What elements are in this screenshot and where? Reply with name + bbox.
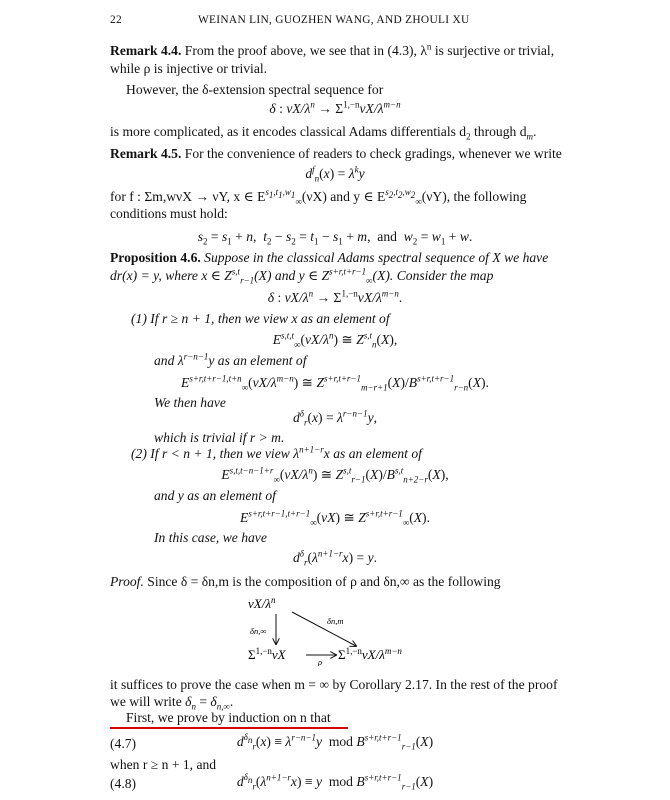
prop-4-6-line-1: Proposition 4.6. Suppose in the classical Adams spectral sequence of X we have <box>110 250 549 265</box>
prop-4-6-line-2: dr(x) = y, where x ∈ Z$^{s,t}_{r-1}$(X) and y ∈ $Z^{s+r,t+r-1}_\infty(X)$. Consider the map <box>110 266 494 286</box>
diagram-top-node: $\nu X/\lambda^n$ <box>248 595 276 611</box>
case-2-line-b: and y as an element of <box>154 488 276 503</box>
diagram-left-arrow-label: δn,∞ <box>250 626 267 636</box>
prop-4-6-map: δ : $\nu X/\lambda^n \to \Sigma^{1,-n}\nu X/\lambda^{m-n}$. <box>267 288 403 305</box>
prop-4-6-label: Proposition 4.6. <box>110 250 201 265</box>
proof-line-5: when r ≥ n + 1, and <box>110 757 217 772</box>
equation-4-7-label: (4.7) <box>110 736 137 751</box>
case-2-eq-3: $d^\delta_r(\lambda^{n+1-r}x) = y$. <box>292 548 378 568</box>
case-2-line: (2) If r < n + 1, then we view $\lambda^{n+1-r}x$ as an element of <box>131 444 422 461</box>
remark-4-4-line-4: is more complicated, as it encodes classical Adams differentials $d_2$ through $d_m$. <box>110 124 537 142</box>
diagram-bottom-arrow-label: ρ <box>318 657 323 666</box>
case-1-line-b: and $\lambda^{r-n-1}y$ as an element of <box>154 351 307 368</box>
case-2-line-c: In this case, we have <box>154 530 267 545</box>
equation-4-8-label: (4.8) <box>110 776 137 791</box>
red-underline-annotation <box>110 727 348 729</box>
remark-4-5-line-2: for f : Σm,wνX → νY, x ∈ $E^{s_1,t_1,w_1}_\infty(\nu X)$ and y ∈ $E^{s_2,t_2,w_2}_\infty(\nu Y)$, the following <box>110 187 527 207</box>
case-1-line: (1) If r ≥ n + 1, then we view x as an element of <box>131 311 390 326</box>
case-1-line-c: We then have <box>154 395 226 410</box>
remark-4-5-equation: $d^f_n(x) = \lambda^ky$ <box>305 164 365 184</box>
case-2-eq-1: $E^{s,t,t-n-1+r}_\infty(\nu X/\lambda^n)$ ≅ $Z^{s,t}_{r-1}(X)/B^{s,t}_{n+2-r}(X)$, <box>221 465 449 485</box>
remark-4-4-line-3: However, the δ-extension spectral sequence for <box>126 82 384 97</box>
proof-line-1: Proof. Since δ = δn,m is the composition of ρ and δn,∞ as the following <box>110 574 501 589</box>
equation-4-7: $d^{\delta_n}_r(x) \equiv \lambda^{r-n-1}y$ mod $B^{s+r,t+r-1}_{r-1}(X)$ <box>236 732 434 752</box>
diagram-diag-arrow <box>292 612 356 646</box>
remark-4-5-line-1: Remark 4.5. For the convenience of readers to check gradings, whenever we write <box>110 146 562 161</box>
remark-4-4-label: Remark 4.4. <box>110 43 182 58</box>
diagram-bottom-right-node: $\Sigma^{1,-n}\nu X/\lambda^{m-n}$ <box>338 646 402 662</box>
case-2-eq-2: $E^{s+r,t+r-1,t+r-1}_\infty(\nu X)$ ≅ $Z^{s+r,t+r-1}_\infty(X)$. <box>240 508 430 528</box>
proof-line-3: we will write $\delta_n = \delta_{n,\infty}$. <box>110 694 234 712</box>
page-number: 22 <box>110 14 122 26</box>
commutative-diagram <box>230 592 460 666</box>
case-1-line-d: which is trivial if r > m. <box>154 430 285 445</box>
equation-4-8: $d^{\delta_n}_r(\lambda^{n+1-r}x) \equiv y$ mod $B^{s+r,t+r-1}_{r-1}(X)$ <box>236 772 434 792</box>
remark-4-4-line-2: while ρ is injective or trivial. <box>110 61 268 76</box>
case-1-eq-1: $E^{s,t,t}_\infty(\nu X/\lambda^n)$ ≅ Z$^{s,t}_n$(X), <box>272 330 398 350</box>
remark-4-5-label: Remark 4.5. <box>110 146 182 161</box>
remark-4-5-line-3: conditions must hold: <box>110 206 228 221</box>
proof-label: Proof. <box>110 574 144 589</box>
diagram-bottom-left-node: $\Sigma^{1,-n}\nu X$ <box>248 646 286 662</box>
remark-4-4-text: From the proof above, we see that in (4.3), λ <box>184 43 427 58</box>
remark-4-4-line-1: Remark 4.4. From the proof above, we see that in (4.3), $\lambda^n$ is surjective or trivial, <box>110 41 555 58</box>
case-1-eq-3: $d^\delta_r(x) = \lambda^{r-n-1}y$, <box>292 408 378 428</box>
case-1-eq-2: $E^{s+r,t+r-1,t+n}_\infty(\nu X/\lambda^{m-n})$ ≅ $Z^{s+r,t+r-1}_{m-r+1}(X)/B^{s+r,t+r-1}_{r-n}(X)$. <box>181 373 489 393</box>
running-head: WEINAN LIN, GUOZHEN WANG, AND ZHOULI XU <box>198 14 470 26</box>
remark-4-5-conditions: $s_2 = s_1 + n$, $t_2 - s_2 = t_1 - s_1 + m$, and $w_2 = w_1 + w$. <box>197 229 473 247</box>
diagram-diag-arrow-label: δn,m <box>327 616 344 626</box>
remark-4-4-equation: δ : $\nu X/\lambda^n \to \Sigma^{1,-n}\nu X/\lambda^{m-n}$ <box>269 99 401 116</box>
proof-line-2: it suffices to prove the case when m = ∞ by Corollary 2.17. In the rest of the proof <box>110 677 558 692</box>
proof-line-4: First, we prove by induction on n that <box>126 710 331 725</box>
